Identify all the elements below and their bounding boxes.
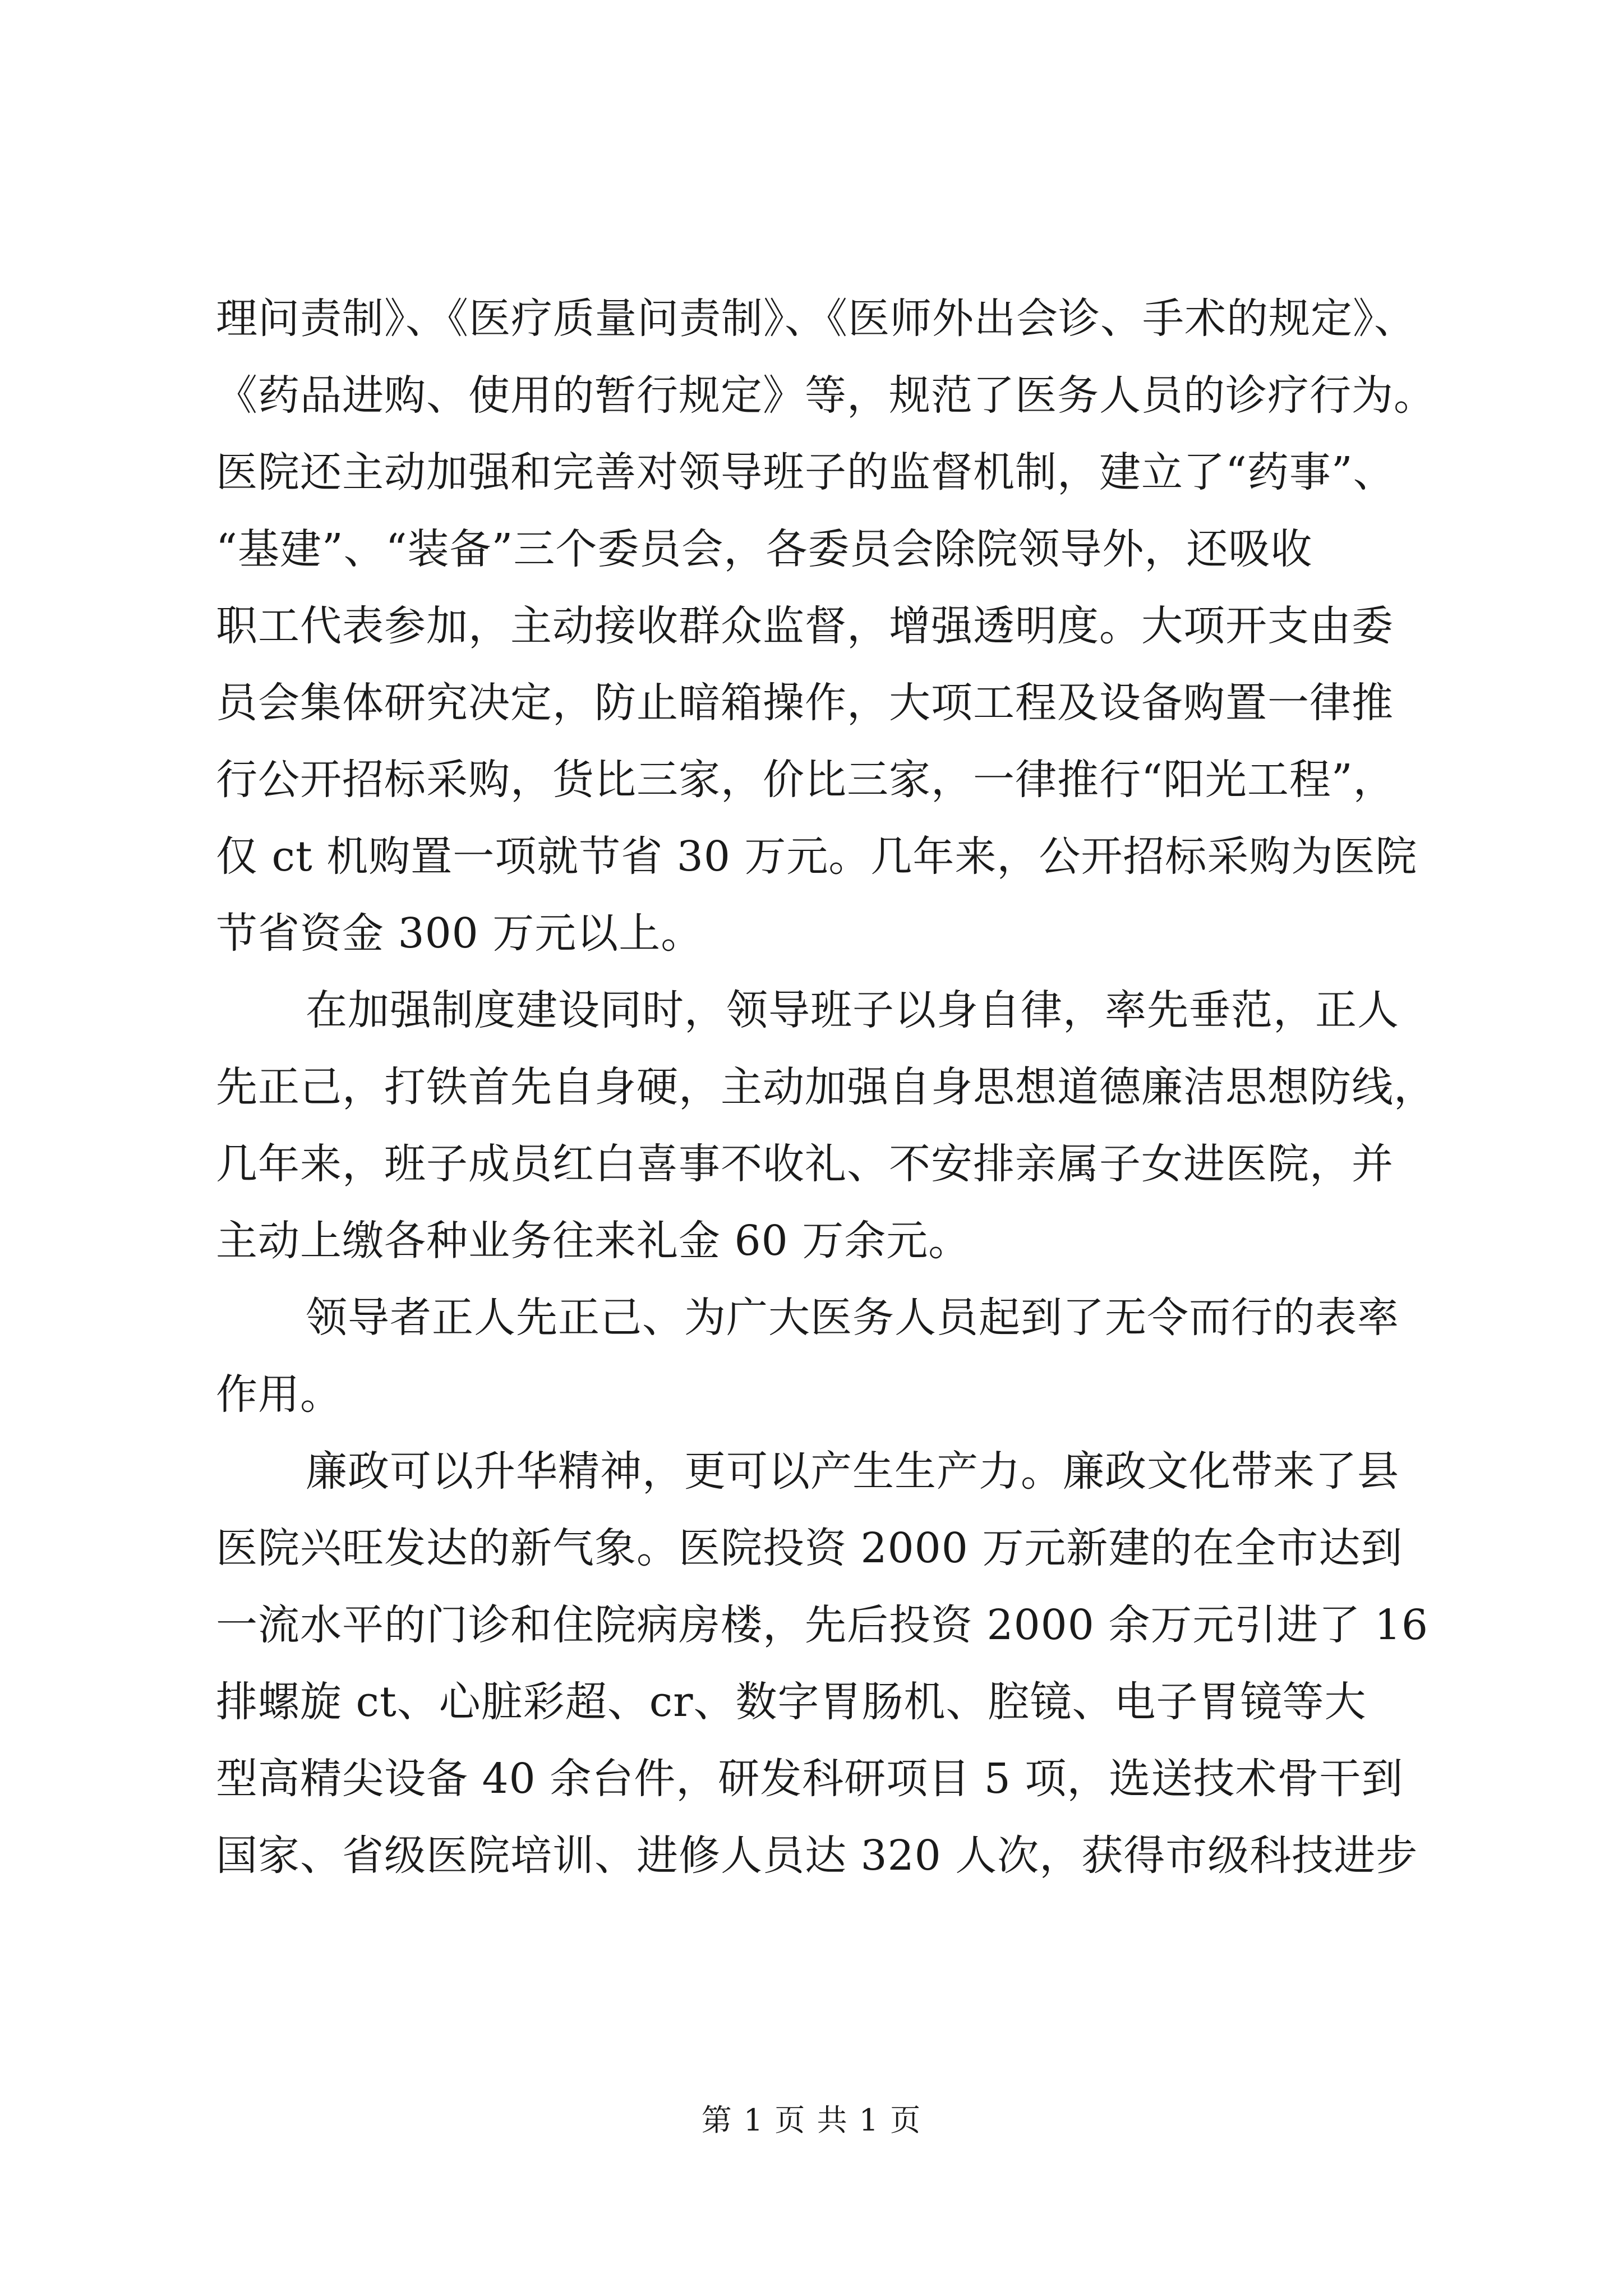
text-line: 作用。 xyxy=(216,1370,342,1419)
text-line: 一流水平的门诊和住院病房楼，先后投资 2000 余万元引进了 16 xyxy=(216,1601,1429,1649)
text-line: 先正己，打铁首先自身硬，主动加强自身思想道德廉洁思想防线， xyxy=(216,1063,1436,1111)
text-line: 《药品进购、使用的暂行规定》等，规范了医务人员的诊疗行为。 xyxy=(216,371,1436,420)
text-line: 节省资金 300 万元以上。 xyxy=(216,909,703,958)
paragraph-first-line: 领导者正人先正己、为广大医务人员起到了无令而行的表率 xyxy=(306,1294,1399,1342)
text-line: 医院兴旺发达的新气象。医院投资 2000 万元新建的在全市达到 xyxy=(216,1524,1403,1572)
document-body xyxy=(216,280,1436,1894)
text-line: 员会集体研究决定，防止暗箱操作，大项工程及设备购置一律推 xyxy=(216,679,1394,727)
text-line: 排螺旋 ct、心脏彩超、cr、数字胃肠机、腔镜、电子胃镜等大 xyxy=(216,1678,1367,1726)
paragraph-first-line: 廉政可以升华精神，更可以产生生产力。廉政文化带来了县 xyxy=(306,1447,1399,1496)
paragraph-first-line: 在加强制度建设同时，领导班子以身自律，率先垂范，正人 xyxy=(306,986,1399,1034)
page-footer: 第 1 页 共 1 页 xyxy=(701,2102,922,2138)
text-line: “基建”、“装备”三个委员会，各委员会除院领导外，还吸收 xyxy=(216,525,1313,573)
text-line: 主动上缴各种业务往来礼金 60 万余元。 xyxy=(216,1217,971,1265)
text-line: 医院还主动加强和完善对领导班子的监督机制，建立了“药事”、 xyxy=(216,448,1395,496)
text-line: 型高精尖设备 40 余台件，研发科研项目 5 项，选送技术骨干到 xyxy=(216,1755,1404,1803)
text-line: 几年来，班子成员红白喜事不收礼、不安排亲属子女进医院，并 xyxy=(216,1140,1394,1188)
text-line: 理问责制》、《医疗质量问责制》、《医师外出会诊、手术的规定》、 xyxy=(216,295,1416,343)
text-line: 职工代表参加，主动接收群众监督，增强透明度。大项开支由委 xyxy=(216,602,1394,650)
text-line: 行公开招标采购，货比三家，价比三家，一律推行“阳光工程”， xyxy=(216,756,1395,804)
text-line: 仅 ct 机购置一项就节省 30 万元。几年来，公开招标采购为医院 xyxy=(216,832,1418,881)
text-line: 国家、省级医院培训、进修人员达 320 人次，获得市级科技进步 xyxy=(216,1832,1418,1880)
